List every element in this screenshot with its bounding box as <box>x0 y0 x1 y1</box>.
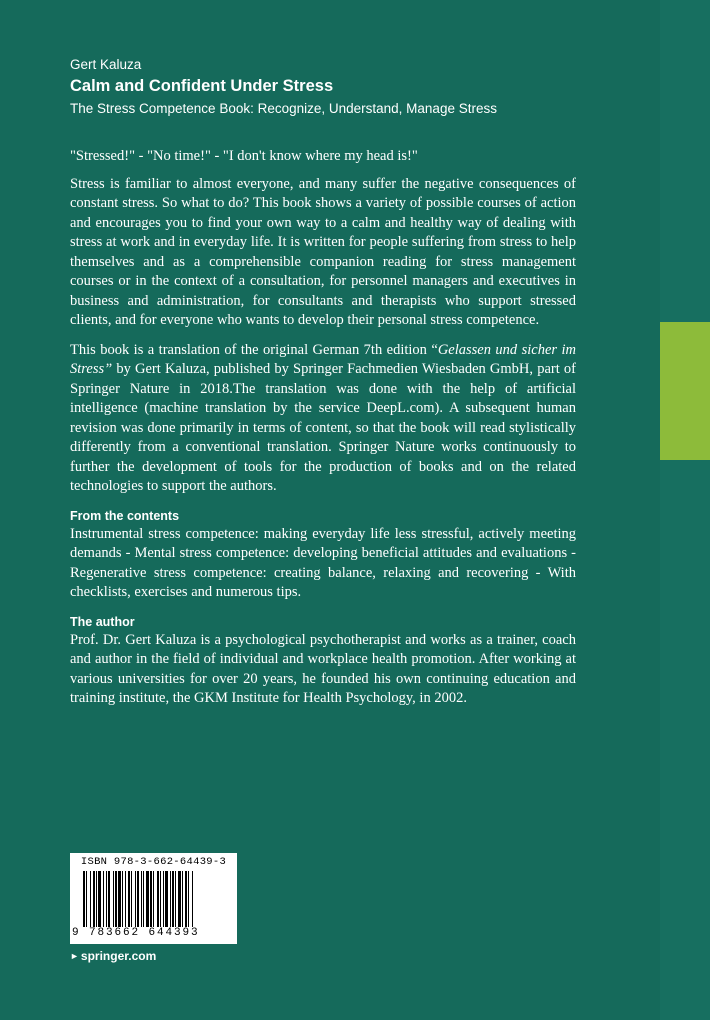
author-bio: Prof. Dr. Gert Kaluza is a psychological psychotherapist and works as a trainer, coach and author in the field of individual and workplace health promotion. After working at various universities for over 20 years, he founded his own continuing education and training institute, the GKM Institute for Health Psychology, in 2002. <box>70 631 576 706</box>
barcode-bar <box>118 871 121 927</box>
arrow-right-icon: ► <box>70 951 79 961</box>
barcode-bar <box>90 871 91 927</box>
barcode-bar <box>103 871 104 927</box>
translation-note-rest: by Gert Kaluza, published by Springer Fachmedien Wiesbaden GmbH, part of Springer Nature in 2018.The translation was done with the help of artificial intelligence (machine translation by the service DeepL.com). A subsequent human revision was done primarily in terms of content, so that the book will read stylistically differently from a conventional translation. Springer Nature works continuously to further the development of tools for the production of books and on the related technologies to support the authors. <box>70 361 576 494</box>
original-title: Gelassen und sicher im Stress” <box>70 341 576 377</box>
translation-note-start: This book is a translation of the original German 7th edition “ <box>70 341 438 358</box>
barcode-bar <box>153 871 154 927</box>
barcode-bar <box>160 871 161 927</box>
barcode-bar <box>165 871 168 927</box>
barcode-bars <box>83 871 224 927</box>
barcode-bar <box>157 871 159 927</box>
barcode-bar <box>122 871 123 927</box>
barcode-bar <box>106 871 107 927</box>
barcode-bar <box>178 871 181 927</box>
spine-strip <box>660 0 710 1020</box>
contents-body: Instrumental stress competence: making everyday life less stressful, actively meeting demands - Mental stress competence: developing beneficial attitudes and evaluations - Regenerative stress competence: creating balance, relaxing and recovering - With checklists, exercises and numerous tips. <box>70 525 576 600</box>
contents-heading: From the contents <box>70 508 180 523</box>
isbn-label: ISBN 978-3-662-64439-3 <box>80 856 227 868</box>
barcode-bar <box>108 871 110 927</box>
blurb-paragraph-1: Stress is familiar to almost everyone, and many suffer the negative consequences of constant stress. So what to do? This book shows a variety of possible courses of action and encourages you to find your own way to a calm and healthy way of dealing with stress at work and in everyday life. It is written for people suffering from stress to help themselves and as a comprehensible companion reading for stress management courses or in the context of a consultation, for personnel managers and executives in business and administration, for consultants and therapists who support stressed clients, and for everyone who wants to develop their personal stress competence. <box>70 175 576 328</box>
barcode-bar <box>150 871 152 927</box>
barcode-bar <box>98 871 101 927</box>
isbn-barcode <box>70 853 237 944</box>
barcode-bar <box>141 871 142 927</box>
barcode-bar <box>137 871 139 927</box>
barcode-bar <box>172 871 174 927</box>
barcode-bar <box>170 871 171 927</box>
barcode-bar <box>163 871 164 927</box>
barcode-bar <box>182 871 183 927</box>
barcode-bar <box>115 871 117 927</box>
springer-link-text: springer.com <box>80 949 157 963</box>
barcode-bar <box>128 871 130 927</box>
barcode-bar <box>146 871 149 927</box>
blurb-quote: "Stressed!" - "No time!" - "I don't know where my head is!" <box>70 148 418 164</box>
back-cover-content <box>70 56 576 709</box>
barcode-bar <box>83 871 85 927</box>
blurb-paragraph-2 <box>70 341 576 497</box>
springer-link[interactable] <box>70 948 156 964</box>
barcode-bar <box>113 871 114 927</box>
barcode-bar <box>175 871 176 927</box>
barcode-bar <box>188 871 189 927</box>
barcode-bar <box>135 871 136 927</box>
barcode-digits: 9 783662 644393 <box>72 927 200 939</box>
barcode-bar <box>125 871 126 927</box>
barcode-bar <box>192 871 193 927</box>
spine-accent-bar <box>660 322 710 460</box>
book-subtitle: The Stress Competence Book: Recognize, Understand, Manage Stress <box>70 101 497 116</box>
book-title: Calm and Confident Under Stress <box>70 77 334 95</box>
barcode-bar <box>86 871 87 927</box>
barcode-bar <box>96 871 97 927</box>
author-name: Gert Kaluza <box>70 57 142 72</box>
barcode-bar <box>185 871 187 927</box>
barcode-bar <box>143 871 144 927</box>
barcode-bar <box>131 871 132 927</box>
barcode-bar <box>93 871 95 927</box>
author-heading: The author <box>70 614 135 629</box>
